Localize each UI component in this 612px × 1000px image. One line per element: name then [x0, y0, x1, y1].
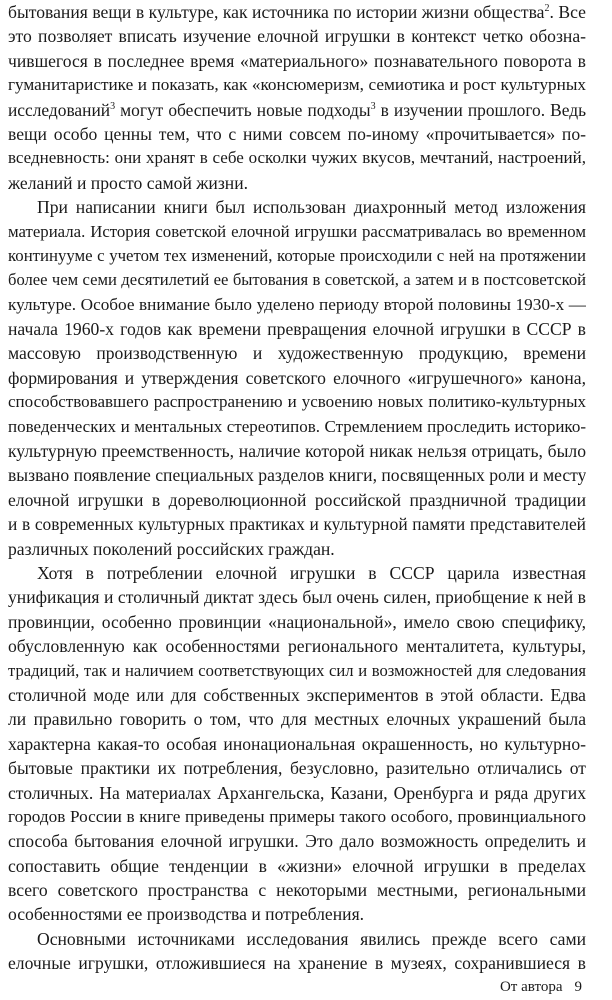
text-line — [8, 0, 586, 24]
page-number: 9 — [574, 979, 582, 995]
text-run: желаний и просто самой жизни. — [8, 172, 249, 193]
text-line — [8, 98, 586, 122]
text-line — [8, 732, 586, 756]
text-line — [8, 756, 586, 780]
text-line — [8, 415, 586, 439]
text-line — [8, 610, 586, 634]
text-line — [8, 73, 586, 97]
text-run: При написании книги был использован диахронный метод изложения — [37, 197, 586, 218]
text-run: массовую производственную и художественную продукцию, времени — [8, 343, 586, 364]
text-line — [8, 366, 586, 390]
text-line — [8, 390, 586, 414]
text-line — [8, 927, 586, 951]
text-line — [8, 341, 586, 365]
text-run: могут обеспечить новые подходы — [115, 99, 371, 120]
text-run: характерна какая-то особая инонациональная окрашенность, но культурно- — [8, 733, 586, 754]
text-line — [8, 683, 586, 707]
footnote-marker: 3 — [370, 100, 376, 112]
text-run: гуманитаристике и показать, как «консюмеризм, семиотика и рост культурных — [8, 75, 586, 95]
text-line — [8, 317, 586, 341]
text-run: поведенческих и ментальных стереотипов. Стремлением проследить историко- — [8, 416, 586, 436]
text-run: бытовые практики их потребления, безусловно, разительно отличались от — [8, 758, 586, 779]
text-line — [8, 781, 586, 805]
text-line — [8, 24, 586, 48]
footnote-marker: 3 — [110, 100, 116, 112]
text-run: вседневность: они хранят в себе осколки чужих вкусов, мечтаний, настроений, — [8, 148, 586, 168]
text-line — [8, 902, 586, 926]
text-run: традиций, так и наличием соответствующих сил и возможностей для следования — [8, 660, 586, 680]
text-run: формирования и утверждения советского елочного «игрушечного» канона, — [8, 367, 586, 388]
text-run: начала 1960-х годов как времени превращения елочной игрушки в СССР в — [8, 319, 586, 340]
text-line — [8, 854, 586, 878]
text-line — [8, 561, 586, 585]
text-run: обусловленную как особенностями регионального менталитета, культуры, — [8, 636, 586, 657]
text-run: бытования вещи в культуре, как источника по истории жизни общества — [8, 2, 545, 22]
text-line — [8, 122, 586, 146]
text-run: унификация и столичный диктат здесь был очень силен, приобщение к ней в — [8, 587, 586, 608]
text-line — [8, 634, 586, 658]
footnote-marker: 2 — [544, 3, 550, 15]
text-run: особенностями ее производства и потребления. — [8, 904, 365, 925]
text-line — [8, 659, 586, 683]
text-line — [8, 244, 586, 268]
text-line — [8, 951, 586, 975]
text-run: сопоставить общие тенденции в «жизни» елочной игрушки в пределах — [8, 855, 586, 876]
text-line — [8, 49, 586, 73]
text-line — [8, 268, 586, 292]
text-run: провинции, особенно провинции «национальной», имело свою специфику, — [8, 611, 586, 632]
text-line — [8, 829, 586, 853]
text-run: столичных. На материалах Архангельска, Казани, Оренбурга и ряда других — [8, 782, 586, 803]
text-line — [8, 146, 586, 170]
text-run: в изучении прошлого. Ведь — [375, 99, 586, 120]
text-line — [8, 439, 586, 463]
text-line — [8, 707, 586, 731]
text-line — [8, 537, 586, 561]
text-line — [8, 463, 586, 487]
text-run: столичной моде или для собственных экспериментов в этой области. Едва — [8, 684, 586, 705]
text-run: чившегося в последнее время «материального» познавательного поворота в — [8, 50, 586, 71]
text-run: и в современных культурных практиках и культурной памяти представителей — [8, 514, 586, 535]
text-line — [8, 488, 586, 512]
text-run: Основными источниками исследования явились прежде всего сами — [37, 928, 586, 949]
text-run: это позволяет вписать изучение елочной игрушки в контекст четко обозна- — [8, 26, 586, 47]
text-run: континууме с учетом тех изменений, которые происходили с ней на протяжении — [8, 245, 586, 265]
text-run: вызвано появление специальных разделов книги, посвященных роли и месту — [8, 465, 586, 486]
text-run: ли правильно говорить о том, что для местных елочных украшений была — [8, 709, 586, 730]
text-run: культуре. Особое внимание было уделено периоду второй половины 1930-х — — [8, 294, 586, 314]
text-run: всего советского пространства с некоторыми местными, региональными — [8, 880, 586, 901]
text-run: . Все — [549, 2, 586, 22]
text-line — [8, 512, 586, 536]
text-line — [8, 293, 586, 317]
text-run: различных поколений российских граждан. — [8, 538, 335, 559]
text-run: материала. История советской елочной игрушки рассматривалась во временном — [8, 221, 586, 241]
text-run: городов России в книге приведены примеры такого особого, провинциального — [8, 806, 586, 826]
running-title: От автора — [499, 979, 563, 995]
text-run: елочные игрушки, отложившиеся на хранение в музеях, сохранившиеся в — [8, 953, 586, 974]
text-run: способа бытования елочной игрушки. Это дало возможность определить и — [8, 831, 586, 852]
text-run: елочной игрушки в дореволюционной российской праздничной традиции — [8, 489, 586, 510]
page-footer — [500, 979, 582, 995]
text-run: способствовавшего распространению и усвоению новых политико-культурных — [8, 392, 586, 412]
text-line — [8, 878, 586, 902]
text-run: Хотя в потреблении елочной игрушки в СССР царила известная — [37, 562, 586, 583]
text-line — [8, 195, 586, 219]
text-run: более чем семи десятилетий ее бытования в советской, а затем и в постсоветской — [8, 270, 586, 290]
text-line — [8, 805, 586, 829]
text-line — [8, 585, 586, 609]
text-run: культурную преемственность, наличие которой никак нельзя отрицать, было — [8, 441, 586, 462]
body-text — [8, 0, 586, 976]
text-run: исследований — [8, 99, 111, 120]
text-line — [8, 220, 586, 244]
text-line — [8, 171, 586, 195]
text-run: вещи особо ценны тем, что с ними совсем по-иному «прочитывается» по- — [8, 123, 586, 144]
